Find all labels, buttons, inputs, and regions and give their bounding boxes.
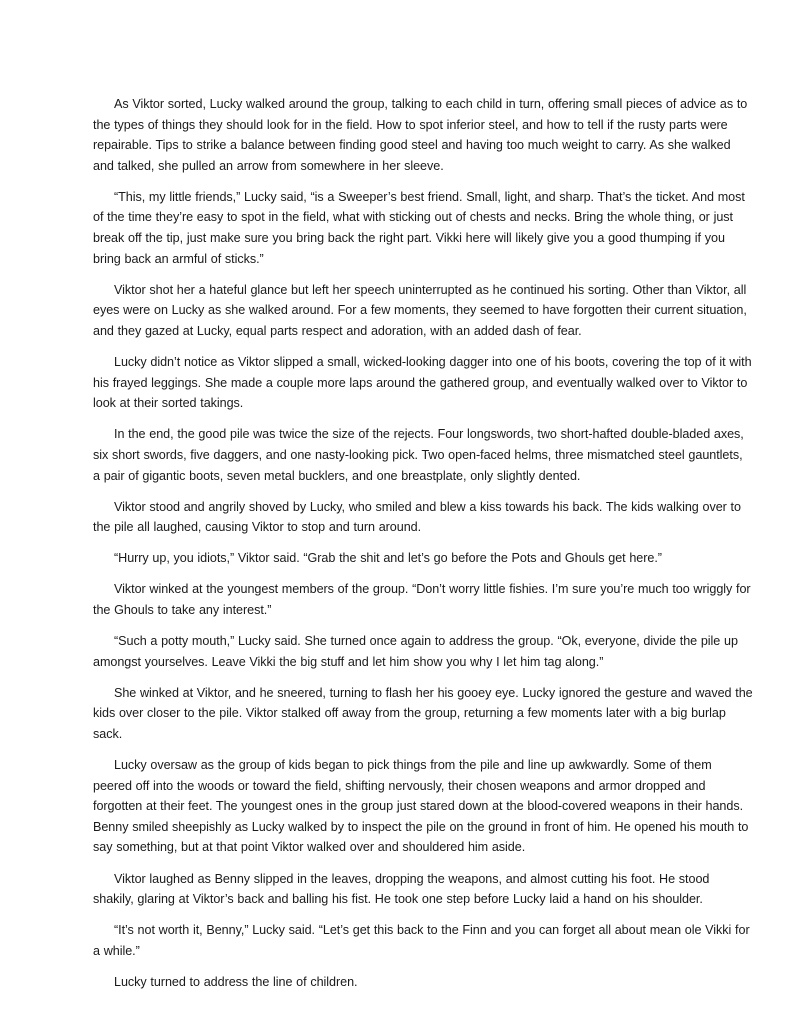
paragraph: Viktor winked at the youngest members of the group. “Don’t worry little fishies. I’m sure you’re much too wriggly for the Ghouls to take any interest.” xyxy=(93,582,751,617)
paragraph: “Such a potty mouth,” Lucky said. She turned once again to address the group. “Ok, everyone, divide the pile up amongst yourselves. Leave Vikki the big stuff and let him show you why I let him tag along.” xyxy=(93,634,738,669)
paragraph: Viktor stood and angrily shoved by Lucky, who smiled and blew a kiss towards his back. The kids walking over to the pile all laughed, causing Viktor to stop and turn around. xyxy=(93,499,741,535)
paragraph: “Hurry up, you idiots,” Viktor said. “Grab the shit and let’s go before the Pots and Ghouls get here.” xyxy=(114,551,662,566)
paragraph: “This, my little friends,” Lucky said, “is a Sweeper’s best friend. Small, light, and sharp. That’s the ticket. And most of the time they’re easy to spot in the field, what with sticking out of chests and necks. Bring the whole thing, or just break off the tip, just make sure you bring back the right part. Vikki here will likely give you a good thumping if you bring back an armful of sticks.” xyxy=(93,189,745,266)
paragraph: “It’s not worth it, Benny,” Lucky said. “Let’s get this back to the Finn and you can forget all about mean ole Vikki for a while.” xyxy=(93,923,750,958)
document-body xyxy=(93,94,753,1003)
paragraph: Lucky turned to address the line of children. xyxy=(114,974,358,989)
paragraph: As Viktor sorted, Lucky walked around the group, talking to each child in turn, offering small pieces of advice as to the types of things they should look for in the field. How to spot inferior steel, and how to tell if the rusty parts were repairable. Tips to strike a balance between finding good steel and having too much weight to carry. As she walked and talked, she pulled an arrow from somewhere in her sleeve. xyxy=(93,97,748,173)
paragraph: Viktor laughed as Benny slipped in the leaves, dropping the weapons, and almost cutting his foot. He stood shakily, glaring at Viktor’s back and balling his fist. He took one step before Lucky laid a hand on his shoulder. xyxy=(93,871,710,907)
paragraph: In the end, the good pile was twice the size of the rejects. Four longswords, two short-hafted double-bladed axes, six short swords, five daggers, and one nasty-looking pick. Two open-faced helms, three mismatched steel gauntlets, a pair of gigantic boots, seven metal bucklers, and one breastplate, only slightly dented. xyxy=(93,427,744,483)
paragraph: Lucky didn’t notice as Viktor slipped a small, wicked-looking dagger into one of his boots, covering the top of it with his frayed leggings. She made a couple more laps around the gathered group, and eventually walked over to Viktor to look at their sorted takings. xyxy=(93,355,752,411)
paragraph: She winked at Viktor, and he sneered, turning to flash her his gooey eye. Lucky ignored the gesture and waved the kids over closer to the pile. Viktor stalked off away from the group, returning a few moments later with a big burlap sack. xyxy=(93,685,753,741)
paragraph: Lucky oversaw as the group of kids began to pick things from the pile and line up awkwardly. Some of them peered off into the woods or toward the field, shifting nervously, their chosen weapons and armor dropped and forgotten at their feet. The youngest ones in the group just stared down at the blood-covered weapons in their hands. Benny smiled sheepishly as Lucky walked by to inspect the pile on the ground in front of him. He opened his mouth to say something, but at that point Viktor walked over and shouldered him aside. xyxy=(93,758,749,855)
paragraph: Viktor shot her a hateful glance but left her speech uninterrupted as he continued his sorting. Other than Viktor, all eyes were on Lucky as she walked around. For a few moments, they seemed to have forgotten their current situation, and they gazed at Lucky, equal parts respect and adoration, with an added dash of fear. xyxy=(93,282,747,338)
